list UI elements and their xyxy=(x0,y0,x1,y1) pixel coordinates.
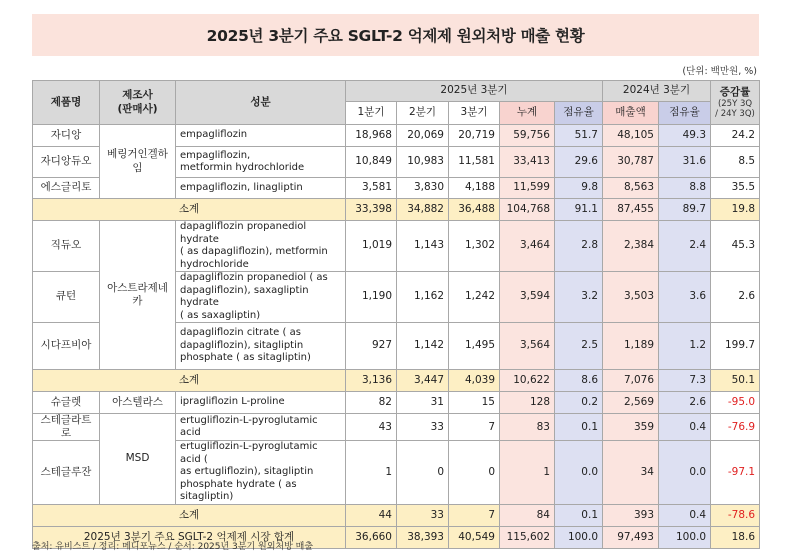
share-2024: 0.0 xyxy=(659,441,711,505)
ingredient xyxy=(176,221,346,272)
sales-2024: 34 xyxy=(603,441,659,505)
share-2024: 3.6 xyxy=(659,272,711,323)
ingredient-line: dapagliflozin citrate ( as xyxy=(180,327,301,339)
sales-2024: 87,455 xyxy=(603,199,659,221)
table-row xyxy=(33,414,760,441)
q1-sales: 82 xyxy=(346,392,397,414)
sales-2024: 2,569 xyxy=(603,392,659,414)
sales-2024: 359 xyxy=(603,414,659,441)
ingredient xyxy=(176,272,346,323)
header-q3: 3분기 xyxy=(449,102,500,125)
q2-sales: 31 xyxy=(397,392,449,414)
ingredient-line: dapagliflozin), sitagliptin xyxy=(180,339,304,351)
growth-rate: 19.8 xyxy=(711,199,760,221)
sales-2024: 48,105 xyxy=(603,125,659,147)
table-row xyxy=(33,392,760,414)
share-2025: 9.8 xyxy=(555,178,603,199)
share-2025: 0.0 xyxy=(555,441,603,505)
product-name: 슈글렛 xyxy=(33,392,100,414)
share-2024: 2.6 xyxy=(659,392,711,414)
share-2025: 91.1 xyxy=(555,199,603,221)
q3-sales: 7 xyxy=(449,504,500,526)
sales-2024: 97,493 xyxy=(603,526,659,548)
cumulative-sales: 1 xyxy=(500,441,555,505)
ingredient-line: empagliflozin xyxy=(180,129,248,141)
header-sales-2024: 매출액 xyxy=(603,102,659,125)
share-2024: 49.3 xyxy=(659,125,711,147)
share-2024: 0.4 xyxy=(659,414,711,441)
cumulative-sales: 3,594 xyxy=(500,272,555,323)
product-name: 시다프비아 xyxy=(33,323,100,370)
ingredient xyxy=(176,392,346,414)
header-company-line1: 제조사 xyxy=(122,89,153,102)
growth-rate: -95.0 xyxy=(711,392,760,414)
growth-rate: 8.5 xyxy=(711,147,760,178)
q2-sales: 20,069 xyxy=(397,125,449,147)
product-name: 자디앙 xyxy=(33,125,100,147)
q3-sales: 15 xyxy=(449,392,500,414)
q3-sales: 1,495 xyxy=(449,323,500,370)
header-company xyxy=(100,81,176,125)
share-2024: 31.6 xyxy=(659,147,711,178)
source-note: 출처: 유비스트 / 정리: 메디포뉴스 / 순서: 2025년 3분기 원외처방 매출 xyxy=(32,542,314,552)
cumulative-sales: 83 xyxy=(500,414,555,441)
company-name: 베링거인겔하임 xyxy=(100,125,176,199)
header-group-2024: 2024년 3분기 xyxy=(603,81,711,102)
cumulative-sales: 128 xyxy=(500,392,555,414)
q3-sales: 1,302 xyxy=(449,221,500,272)
cumulative-sales: 11,599 xyxy=(500,178,555,199)
q1-sales: 927 xyxy=(346,323,397,370)
cumulative-sales: 10,622 xyxy=(500,370,555,392)
ingredient-line: ( as dapagliflozin), metformin xyxy=(180,246,328,257)
header-cumulative: 누계 xyxy=(500,102,555,125)
share-2025: 100.0 xyxy=(555,526,603,548)
growth-rate: 24.2 xyxy=(711,125,760,147)
q1-sales: 1,190 xyxy=(346,272,397,323)
cumulative-sales: 3,564 xyxy=(500,323,555,370)
sales-2024: 393 xyxy=(603,504,659,526)
sales-2024: 7,076 xyxy=(603,370,659,392)
header-ingredient: 성분 xyxy=(176,81,346,125)
unit-note: (단위: 백만원, %) xyxy=(682,66,757,77)
q2-sales: 0 xyxy=(397,441,449,505)
table-row xyxy=(33,221,760,272)
growth-rate: 199.7 xyxy=(711,323,760,370)
ingredient-line: ipragliflozin L-proline xyxy=(180,396,285,408)
ingredient-line: empagliflozin, linagliptin xyxy=(180,181,303,193)
ingredient xyxy=(176,178,346,199)
ingredient-line: ertugliflozin-L-pyroglutamic acid ( xyxy=(180,441,318,465)
share-2025: 29.6 xyxy=(555,147,603,178)
ingredient-line: dapagliflozin), saxagliptin hydrate xyxy=(180,284,309,308)
product-name: 직듀오 xyxy=(33,221,100,272)
ingredient-line: dapagliflozin propanediol ( as xyxy=(180,272,328,283)
ingredient-line: dapagliflozin propanediol hydrate xyxy=(180,221,307,245)
ingredient xyxy=(176,414,346,441)
ingredient-line: empagliflozin, xyxy=(180,149,251,161)
q3-sales: 4,039 xyxy=(449,370,500,392)
product-name: 에스글리토 xyxy=(33,178,100,199)
subtotal-label: 소계 xyxy=(33,504,346,526)
share-2024: 8.8 xyxy=(659,178,711,199)
ingredient xyxy=(176,323,346,370)
q2-sales: 3,830 xyxy=(397,178,449,199)
subtotal-label: 소계 xyxy=(33,199,346,221)
product-name: 스테글라트로 xyxy=(33,414,100,441)
q2-sales: 1,142 xyxy=(397,323,449,370)
cumulative-sales: 84 xyxy=(500,504,555,526)
q3-sales: 4,188 xyxy=(449,178,500,199)
ingredient-line: hydrochloride xyxy=(180,258,249,270)
q3-sales: 20,719 xyxy=(449,125,500,147)
q2-sales: 1,143 xyxy=(397,221,449,272)
header-rate xyxy=(711,81,760,125)
header-q1: 1분기 xyxy=(346,102,397,125)
q3-sales: 11,581 xyxy=(449,147,500,178)
ingredient-line: phosphate ( as sitagliptin) xyxy=(180,352,311,364)
sales-2024: 1,189 xyxy=(603,323,659,370)
share-2025: 2.8 xyxy=(555,221,603,272)
ingredient-line: as ertugliflozin), sitagliptin xyxy=(180,466,314,478)
q3-sales: 0 xyxy=(449,441,500,505)
ingredient-line: ertugliflozin-L-pyroglutamic acid xyxy=(180,414,318,439)
q1-sales: 3,136 xyxy=(346,370,397,392)
growth-rate: 50.1 xyxy=(711,370,760,392)
q2-sales: 3,447 xyxy=(397,370,449,392)
header-share-2025: 점유율 xyxy=(555,102,603,125)
total-label: 2025년 3분기 주요 SGLT-2 억제제 시장 합계 xyxy=(33,526,346,548)
share-2024: 1.2 xyxy=(659,323,711,370)
q3-sales: 36,488 xyxy=(449,199,500,221)
growth-rate: 18.6 xyxy=(711,526,760,548)
share-2024: 100.0 xyxy=(659,526,711,548)
q3-sales: 7 xyxy=(449,414,500,441)
q2-sales: 33 xyxy=(397,414,449,441)
product-name: 자디앙듀오 xyxy=(33,147,100,178)
header-q2: 2분기 xyxy=(397,102,449,125)
cumulative-sales: 3,464 xyxy=(500,221,555,272)
q2-sales: 38,393 xyxy=(397,526,449,548)
header-company-line2: (판매사) xyxy=(117,102,158,115)
header-group-2025: 2025년 3분기 xyxy=(346,81,603,102)
sales-2024: 8,563 xyxy=(603,178,659,199)
table-row xyxy=(33,125,760,147)
share-2025: 0.2 xyxy=(555,392,603,414)
subtotal-row xyxy=(33,504,760,526)
sglt2-sales-table xyxy=(32,80,760,549)
q1-sales: 43 xyxy=(346,414,397,441)
product-name: 큐턴 xyxy=(33,272,100,323)
header-rate-line1: 증감률 xyxy=(719,86,751,99)
ingredient xyxy=(176,125,346,147)
q1-sales: 33,398 xyxy=(346,199,397,221)
report-title: 2025년 3분기 주요 SGLT-2 억제제 원외처방 매출 현황 xyxy=(206,27,585,45)
q3-sales: 40,549 xyxy=(449,526,500,548)
q1-sales: 44 xyxy=(346,504,397,526)
growth-rate: -78.6 xyxy=(711,504,760,526)
header-rate-line3: / 24Y 3Q) xyxy=(715,108,755,119)
share-2024: 7.3 xyxy=(659,370,711,392)
growth-rate: 35.5 xyxy=(711,178,760,199)
sales-2024: 2,384 xyxy=(603,221,659,272)
q1-sales: 10,849 xyxy=(346,147,397,178)
company-name: MSD xyxy=(100,414,176,505)
share-2024: 2.4 xyxy=(659,221,711,272)
q1-sales: 36,660 xyxy=(346,526,397,548)
subtotal-row xyxy=(33,199,760,221)
q3-sales: 1,242 xyxy=(449,272,500,323)
sales-2024: 30,787 xyxy=(603,147,659,178)
report-title-banner xyxy=(32,14,759,56)
header-share-2024: 점유율 xyxy=(659,102,711,125)
cumulative-sales: 59,756 xyxy=(500,125,555,147)
q2-sales: 34,882 xyxy=(397,199,449,221)
share-2024: 0.4 xyxy=(659,504,711,526)
header-rate-line2: (25Y 3Q xyxy=(717,98,753,109)
cumulative-sales: 115,602 xyxy=(500,526,555,548)
cumulative-sales: 104,768 xyxy=(500,199,555,221)
q1-sales: 1,019 xyxy=(346,221,397,272)
q2-sales: 10,983 xyxy=(397,147,449,178)
header-product: 제품명 xyxy=(33,81,100,125)
share-2025: 51.7 xyxy=(555,125,603,147)
company-name: 아스트라제네카 xyxy=(100,221,176,370)
ingredient-line: ( as saxagliptin) xyxy=(180,309,261,321)
ingredient-line: metformin hydrochloride xyxy=(180,162,305,173)
growth-rate: -76.9 xyxy=(711,414,760,441)
share-2025: 0.1 xyxy=(555,504,603,526)
share-2025: 3.2 xyxy=(555,272,603,323)
q1-sales: 3,581 xyxy=(346,178,397,199)
share-2025: 8.6 xyxy=(555,370,603,392)
subtotal-label: 소계 xyxy=(33,370,346,392)
share-2024: 89.7 xyxy=(659,199,711,221)
share-2025: 2.5 xyxy=(555,323,603,370)
q2-sales: 1,162 xyxy=(397,272,449,323)
ingredient xyxy=(176,147,346,178)
q1-sales: 1 xyxy=(346,441,397,505)
q1-sales: 18,968 xyxy=(346,125,397,147)
growth-rate: -97.1 xyxy=(711,441,760,505)
cumulative-sales: 33,413 xyxy=(500,147,555,178)
ingredient-line: phosphate hydrate ( as sitagliptin) xyxy=(180,478,297,503)
growth-rate: 2.6 xyxy=(711,272,760,323)
sales-2024: 3,503 xyxy=(603,272,659,323)
company-name: 아스텔라스 xyxy=(100,392,176,414)
ingredient xyxy=(176,441,346,505)
product-name: 스테글루잔 xyxy=(33,441,100,505)
growth-rate: 45.3 xyxy=(711,221,760,272)
share-2025: 0.1 xyxy=(555,414,603,441)
subtotal-row xyxy=(33,370,760,392)
q2-sales: 33 xyxy=(397,504,449,526)
